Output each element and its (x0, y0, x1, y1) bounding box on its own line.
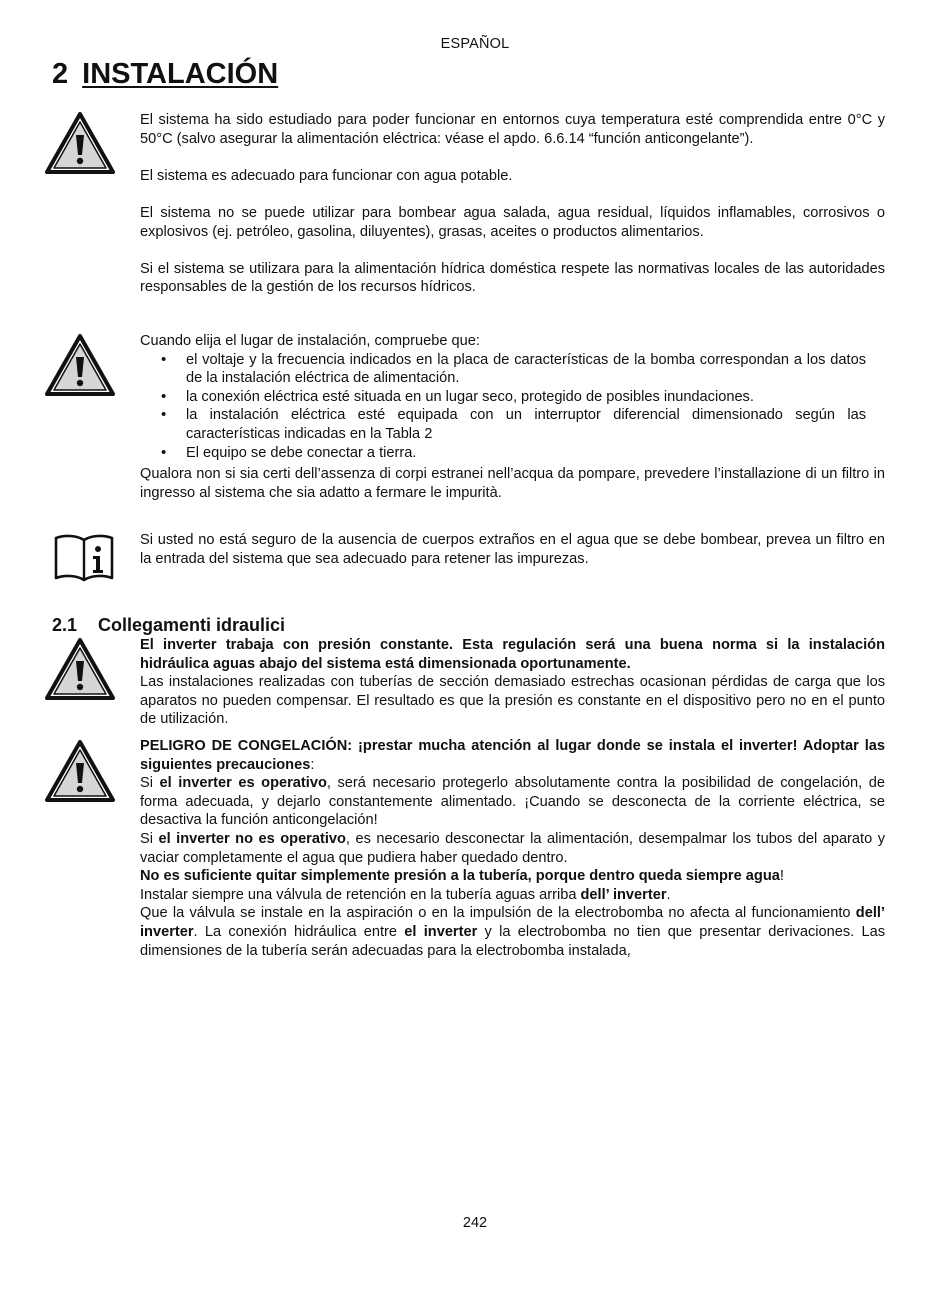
warning-icon (44, 111, 116, 175)
list-item: • el voltaje y la frecuencia indicados en la placa de características de la bomba correspondan a los datos de la instalación eléctrica de alimentación. (186, 351, 866, 388)
text-run: y la electrobomba no tien que presentar derivaciones. Las dimensiones de la tubería serán adecuadas para la electrobomba instalada, (140, 923, 886, 959)
freezing-heading-bold: PELIGRO DE CONGELACIÓN: ¡prestar mucha atención al lugar donde se instala el inverter! Adoptar las siguientes precauciones (140, 738, 885, 773)
list-item: • la instalación eléctrica esté equipada con un interruptor diferencial dimensionado según las características indicadas en la Tabla 2 (186, 406, 866, 443)
text-run-bold: dell’ inverter (580, 886, 667, 903)
pressure-block (140, 636, 885, 729)
freezing-heading (140, 737, 885, 774)
text-run: , es necesario desconectar la alimentación, desempalmar los tubos del aparato y vaciar completamente el agua que pudiera haber quedado dentro. (140, 830, 885, 866)
freezing-block (140, 737, 885, 960)
header-language: ESPAÑOL (440, 36, 510, 52)
warning-icon (44, 637, 116, 701)
text-run-bold: el inverter es operativo (159, 775, 327, 792)
text-run-bold: dell’ inverter (140, 905, 885, 940)
warning-icon (44, 739, 116, 803)
paragraph: El sistema ha sido estudiado para poder funcionar en entornos cuya temperatura esté comprendida entre 0°C y 50°C (salvo asegurar la alimentación eléctrica: véase el apdo. 6.6.14 “función anticongelante”). (140, 112, 885, 147)
text-run: Que la válvula se instale en la aspiración o en la impulsión de la electrobomba no afecta al funcionamiento (140, 905, 856, 922)
text-run: , será necesario protegerlo absolutamente contra la posibilidad de congelación, de forma adecuada, y dejarlo constantemente alimentado. ¡Cuando se desconecta de la corriente eléctrica, se desactiva la función anticongelación! (140, 775, 886, 829)
text-run: Si (140, 830, 159, 847)
paragraph: Si el sistema se utilizara para la alimentación hídrica doméstica respete las normativas locales de las autoridades responsables de la gestión de los recursos hídricos. (140, 260, 885, 296)
paragraph: Las instalaciones realizadas con tuberías de sección demasiado estrechas ocasionan pérdidas de carga que los aparatos no pueden compensar. El resultado es que la presión es constante en el dispositivo pero no en el punto de utilización. (140, 674, 885, 728)
page-number: 242 (462, 1215, 488, 1231)
paragraph (140, 904, 885, 960)
paragraph: Si usted no está seguro de la ausencia de cuerpos extraños en el agua que se debe bombear, prevea un filtro en la entrada del sistema que sea adecuado para retener las impurezas. (140, 532, 885, 567)
warning-icon (44, 333, 116, 397)
installation-check-block (140, 332, 885, 502)
chapter-title-text: INSTALACIÓN (82, 58, 279, 90)
section-title (52, 614, 285, 636)
list-item: • El equipo se debe conectar a tierra. (186, 444, 866, 463)
manual-info-icon (52, 532, 116, 584)
text-run: ! (779, 868, 784, 885)
list-item: • la conexión eléctrica esté situada en un lugar seco, protegido de posibles inundaciones. (186, 388, 866, 407)
paragraph (140, 886, 885, 905)
intro-block (140, 111, 885, 297)
paragraph: El sistema no se puede utilizar para bombear agua salada, agua residual, líquidos inflamables, corrosivos o explosivos (ej. petróleo, gasolina, diluyentes), grasas, aceites o productos alimentarios. (140, 204, 885, 240)
paragraph (140, 830, 885, 867)
text-run-bold: el inverter no es operativo (158, 830, 346, 847)
paragraph-bold: El inverter trabaja con presión constante. Esta regulación será una buena norma si la instalación hidráulica aguas abajo del sistema está dimensionada oportunamente. (140, 637, 885, 672)
paragraph: Qualora non si sia certi dell’assenza di corpi estranei nell’acqua da pompare, prevedere l’installazione di un filtro in ingresso al sistema che sia adatto a fermare le impurità. (140, 466, 885, 501)
paragraph: Cuando elija el lugar de instalación, compruebe que: (140, 333, 480, 349)
text-run: Si (140, 775, 160, 792)
chapter-title (52, 56, 278, 92)
checklist (140, 351, 866, 463)
section-title-text: Collegamenti idraulici (98, 615, 286, 635)
punctuation: : (310, 756, 315, 773)
text-run: . (666, 886, 671, 903)
text-run-bold: el inverter (404, 923, 478, 940)
paragraph (140, 774, 885, 830)
filter-note-block (140, 531, 885, 568)
text-run: . La conexión hidráulica entre (193, 923, 405, 940)
paragraph: El sistema es adecuado para funcionar con agua potable. (140, 167, 513, 184)
text-run: Instalar siempre una válvula de retención en la tubería aguas arriba (140, 886, 581, 903)
paragraph (140, 867, 885, 886)
chapter-number: 2 (52, 58, 69, 90)
section-number: 2.1 (52, 615, 78, 635)
text-run-bold: No es suficiente quitar simplemente presión a la tubería, porque dentro queda siempre agua (140, 868, 780, 885)
